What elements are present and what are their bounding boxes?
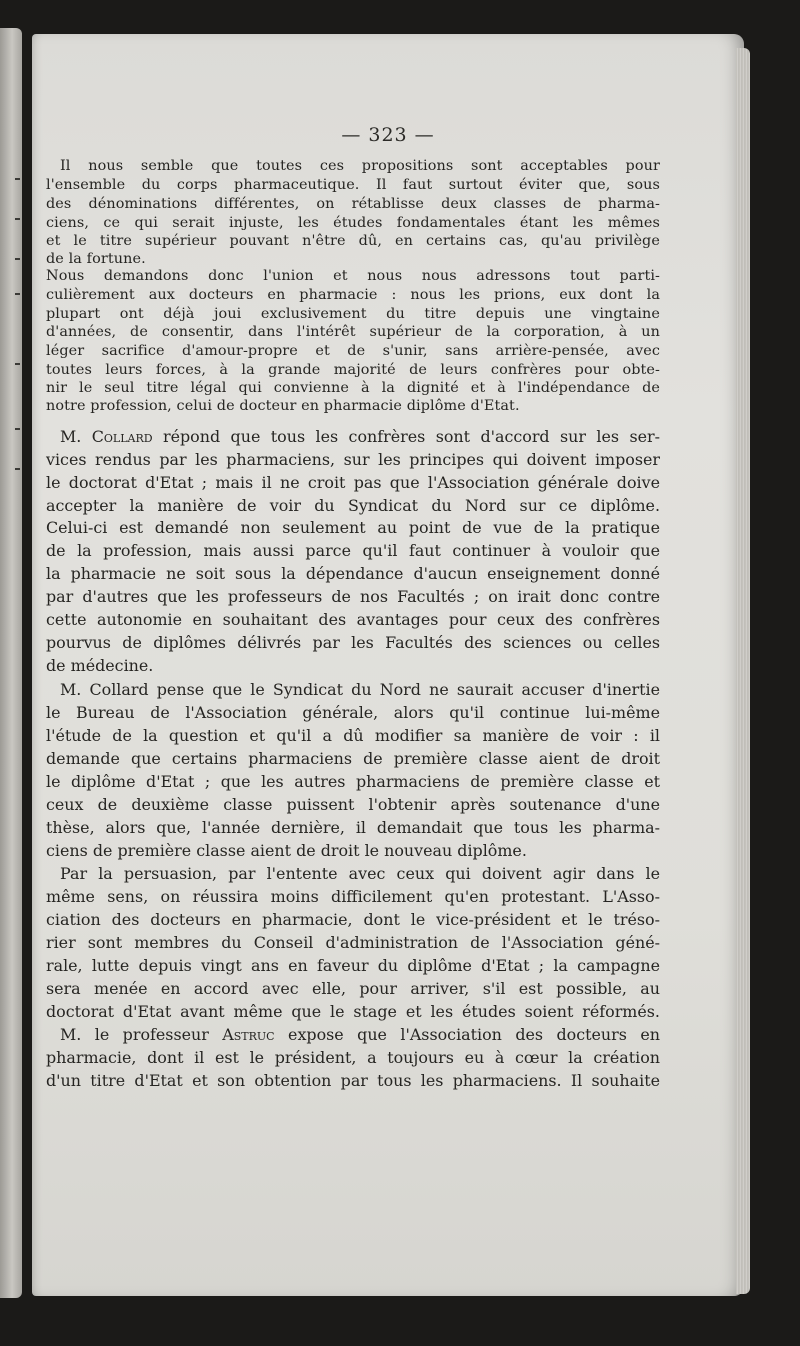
text-line: pourvus de diplômes délivrés par les Facultés des sciences ou celles <box>46 633 660 652</box>
text-line: Par la persuasion, par l'entente avec ceux qui doivent agir dans le <box>60 864 660 883</box>
text-line: toutes leurs forces, à la grande majorité de leurs confrères pour obte- <box>46 362 660 378</box>
text-line: vices rendus par les pharmaciens, sur les principes qui doivent imposer <box>46 450 660 469</box>
text-line: rale, lutte depuis vingt ans en faveur du diplôme d'Etat ; la campagne <box>46 956 660 975</box>
text-line: nir le seul titre légal qui convienne à la dignité et à l'indépendance de <box>46 380 660 396</box>
text-line <box>46 1025 660 1044</box>
text-line: léger sacrifice d'amour-propre et de s'unir, sans arrière-pensée, avec <box>46 343 660 359</box>
text-line: ciation des docteurs en pharmacie, dont le vice-président et le tréso- <box>46 910 660 929</box>
text-line: et le titre supérieur pouvant n'être dû, en certains cas, qu'au privilège <box>46 233 660 249</box>
text-line: même sens, on réussira moins difficilement qu'en protestant. L'Asso- <box>46 887 660 906</box>
text-line: M. Collard pense que le Syndicat du Nord ne saurait accuser d'inertie <box>60 680 660 699</box>
text-line: de médecine. <box>46 656 154 675</box>
text-line <box>46 427 660 446</box>
text-line: doctorat d'Etat avant même que le stage et les études soient réformés. <box>46 1002 660 1021</box>
text-line: l'ensemble du corps pharmaceutique. Il faut surtout éviter que, sous <box>46 177 660 193</box>
text-line: par d'autres que les professeurs de nos Facultés ; on irait donc contre <box>46 587 660 606</box>
speaker-name: M. Collard <box>60 427 153 446</box>
text-line: rier sont membres du Conseil d'administration de l'Association géné- <box>46 933 660 952</box>
book-page <box>32 34 744 1296</box>
text-line: d'un titre d'Etat et son obtention par tous les pharmaciens. Il souhaite <box>46 1071 660 1090</box>
text-line: pharmacie, dont il est le président, a toujours eu à cœur la création <box>46 1048 660 1067</box>
text-line: ceux de deuxième classe puissent l'obtenir après soutenance d'une <box>46 795 660 814</box>
text-line: thèse, alors que, l'année dernière, il demandait que tous les pharma- <box>46 818 660 837</box>
facing-page-edge <box>0 28 22 1298</box>
text-line: Celui-ci est demandé non seulement au point de vue de la pratique <box>46 518 660 537</box>
text-line: de la fortune. <box>46 251 146 267</box>
speaker-name: Astruc <box>222 1025 275 1044</box>
text-line: Il nous semble que toutes ces propositions sont acceptables pour <box>60 158 660 174</box>
text-line: de la profession, mais aussi parce qu'il faut continuer à vouloir que <box>46 541 660 560</box>
text-line: ciens, ce qui serait injuste, les études fondamentales étant les mêmes <box>46 215 660 231</box>
text-line: notre profession, celui de docteur en pharmacie diplôme d'Etat. <box>46 398 520 414</box>
text-line: demande que certains pharmaciens de première classe aient de droit <box>46 749 660 768</box>
page-number: — 323 — <box>341 124 435 146</box>
text-span: répond que tous les confrères sont d'accord sur les ser- <box>162 427 660 446</box>
text-line: l'étude de la question et qu'il a dû modifier sa manière de voir : il <box>46 726 660 745</box>
text-span: expose que l'Association des docteurs en <box>288 1025 660 1044</box>
text-line: des dénominations différentes, on rétablisse deux classes de pharma- <box>46 196 660 212</box>
text-line: le doctorat d'Etat ; mais il ne croit pas que l'Association générale doive <box>46 473 660 492</box>
text-span: M. le professeur <box>60 1025 209 1044</box>
page-stack-edge <box>736 48 750 1294</box>
text-line: le Bureau de l'Association générale, alors qu'il continue lui-même <box>46 703 660 722</box>
text-line: ciens de première classe aient de droit le nouveau diplôme. <box>46 841 527 860</box>
text-line: la pharmacie ne soit sous la dépendance d'aucun enseignement donné <box>46 564 660 583</box>
text-line: le diplôme d'Etat ; que les autres pharmaciens de première classe et <box>46 772 660 791</box>
text-line: accepter la manière de voir du Syndicat du Nord sur ce diplôme. <box>46 496 660 515</box>
text-line: Nous demandons donc l'union et nous nous adressons tout parti- <box>46 268 660 284</box>
text-line: culièrement aux docteurs en pharmacie : nous les prions, eux dont la <box>46 287 660 303</box>
text-line: cette autonomie en souhaitant des avantages pour ceux des confrères <box>46 610 660 629</box>
text-line: sera menée en accord avec elle, pour arriver, s'il est possible, au <box>46 979 660 998</box>
text-line: d'années, de consentir, dans l'intérêt supérieur de la corporation, à un <box>46 324 660 340</box>
text-line: plupart ont déjà joui exclusivement du titre depuis une vingtaine <box>46 306 660 322</box>
